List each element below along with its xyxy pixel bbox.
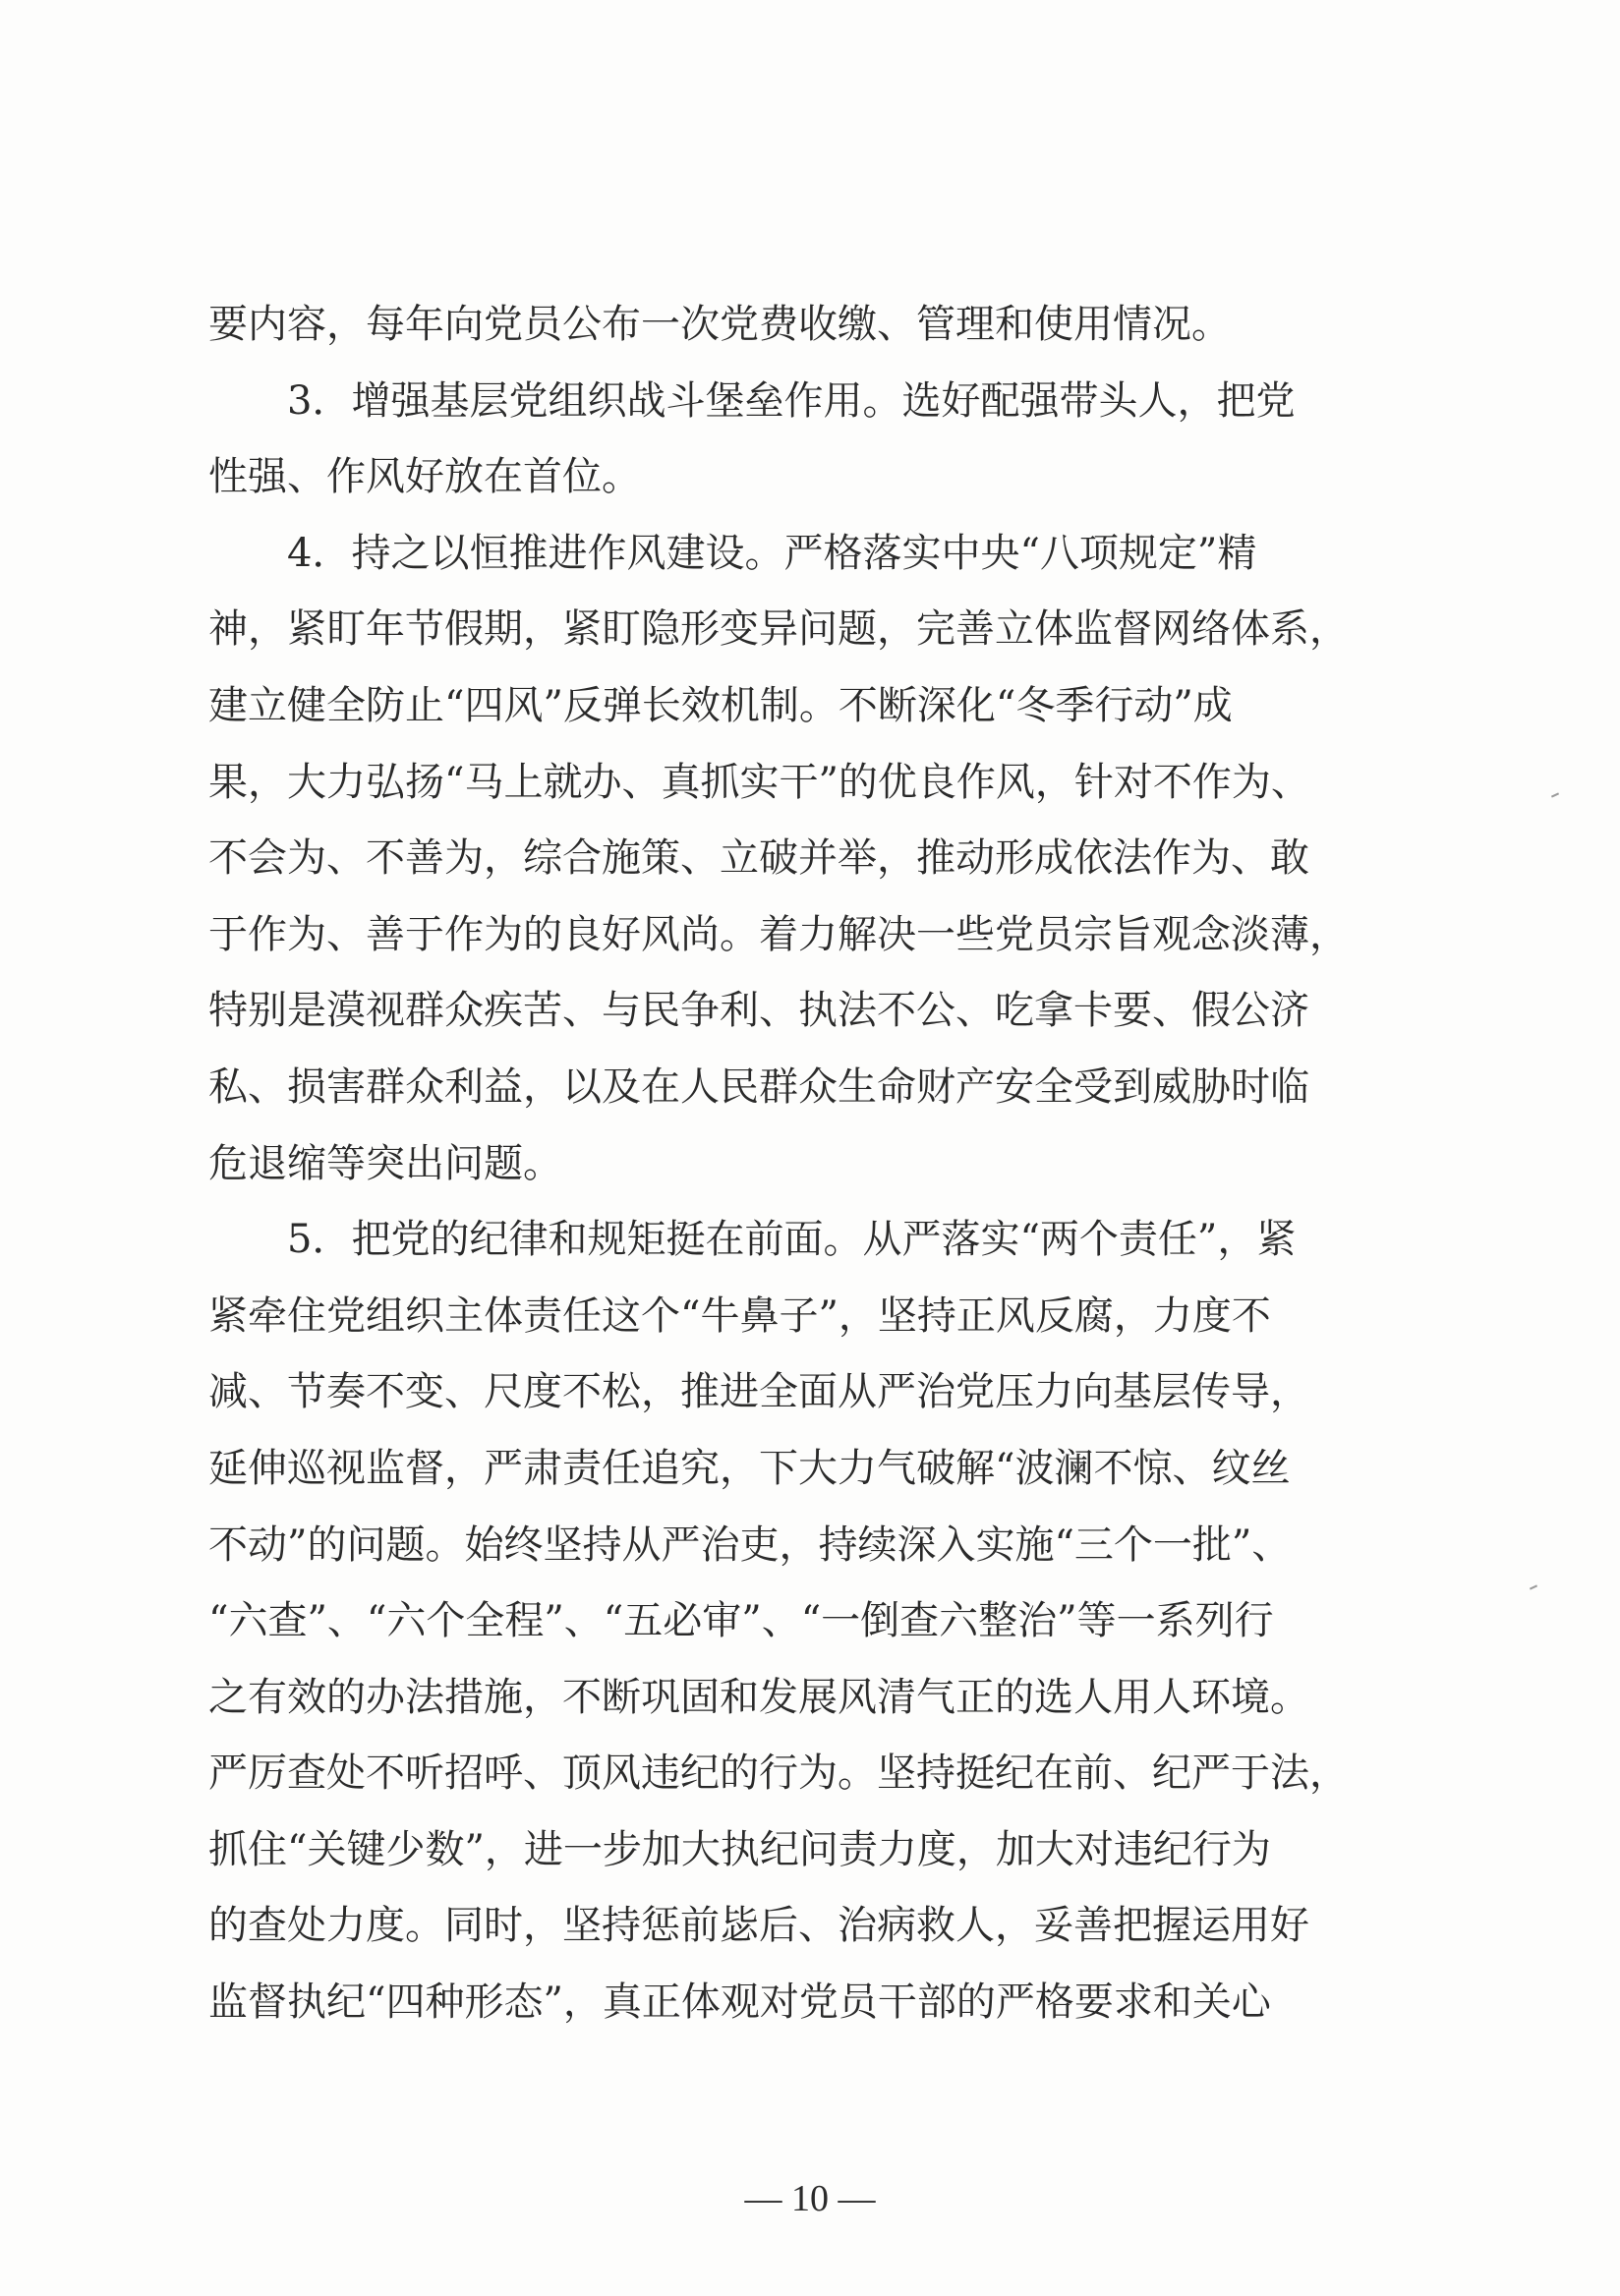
text-line: 要内容，每年向党员公布一次党费收缴、管理和使用情况。 <box>208 302 1231 347</box>
text-line: 的查处力度。同时，坚持惩前毖后、治病救人，妥善把握运用好 <box>208 1903 1309 1949</box>
text-line: 之有效的办法措施，不断巩固和发展风清气正的选人用人环境。 <box>208 1674 1309 1720</box>
scan-speck <box>1551 792 1559 797</box>
text-line: 性强、作风好放在首位。 <box>208 454 641 500</box>
text-line: 延伸巡视监督，严肃责任追究，下大力气破解“波澜不惊、纹丝 <box>208 1445 1291 1491</box>
body-text <box>208 287 1435 2041</box>
scan-speck <box>1530 1584 1537 1589</box>
text-line: 抓住“关键少数”，进一步加大执纪问责力度，加大对违纪行为 <box>208 1826 1271 1872</box>
text-line: 不动”的问题。始终坚持从严治吏，持续深入实施“三个一批”、 <box>208 1521 1292 1568</box>
text-line: 果，大力弘扬“马上就办、真抓实干”的优良作风，针对不作为、 <box>208 759 1310 805</box>
text-line: “六查”、“六个全程”、“五必审”、“一倒查六整治”等一系列行 <box>208 1598 1274 1644</box>
text-line: 5．把党的纪律和规矩挺在前面。从严落实“两个责任”，紧 <box>208 1217 1297 1263</box>
text-line: 紧牵住党组织主体责任这个“牛鼻子”，坚持正风反腐，力度不 <box>208 1292 1271 1339</box>
text-line: 危退缩等突出问题。 <box>208 1140 562 1186</box>
text-line: 建立健全防止“四风”反弹长效机制。不断深化“冬季行动”成 <box>208 682 1233 728</box>
page-number: — 10 — <box>744 2178 876 2219</box>
text-line: 严厉查处不听招呼、顶风违纪的行为。坚持挺纪在前、纪严于法， <box>208 1751 1349 1797</box>
text-line: 3．增强基层党组织战斗堡垒作用。选好配强带头人，把党 <box>208 377 1296 424</box>
text-line: 减、节奏不变、尺度不松，推进全面从严治党压力向基层传导， <box>208 1369 1309 1415</box>
text-line: 私、损害群众利益，以及在人民群众生命财产安全受到威胁时临 <box>208 1063 1309 1110</box>
text-line: 神，紧盯年节假期，紧盯隐形变异问题，完善立体监督网络体系， <box>208 606 1349 653</box>
text-line: 4．持之以恒推进作风建设。严格落实中央“八项规定”精 <box>208 530 1257 576</box>
text-line: 于作为、善于作为的良好风尚。着力解决一些党员宗旨观念淡薄， <box>208 911 1349 957</box>
text-line: 不会为、不善为，综合施策、立破并举，推动形成依法作为、敢 <box>208 835 1309 882</box>
text-line: 监督执纪“四种形态”，真正体观对党员干部的严格要求和关心 <box>208 1980 1271 2026</box>
text-line: 特别是漠视群众疾苦、与民争利、执法不公、吃拿卡要、假公济 <box>208 988 1309 1034</box>
